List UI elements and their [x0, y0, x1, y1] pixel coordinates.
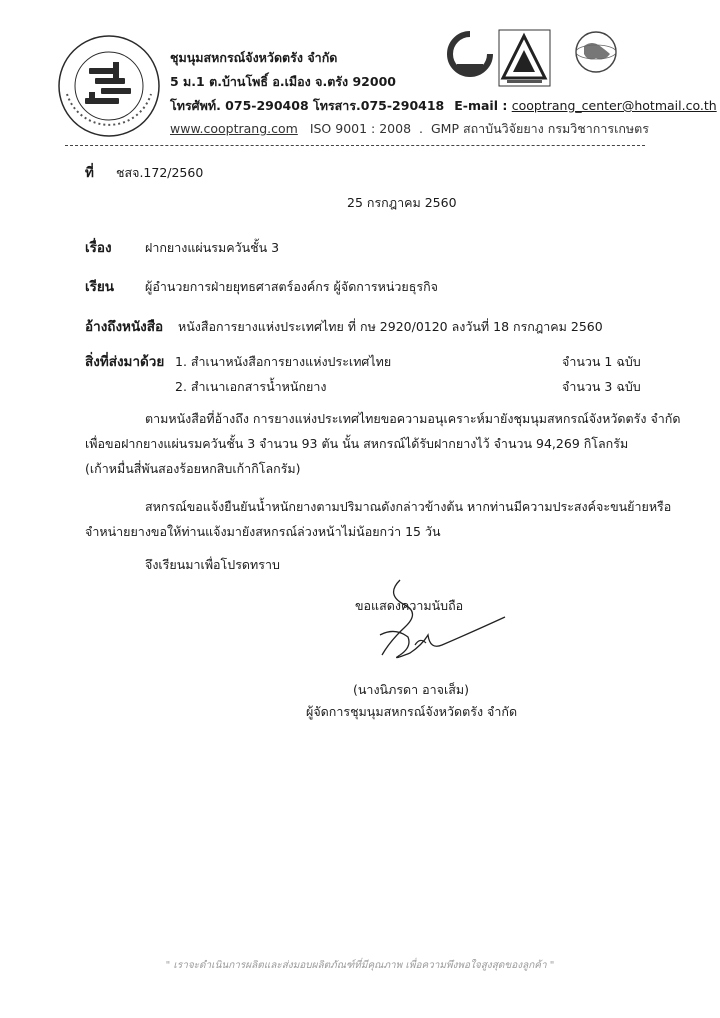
- body-paragraph-1: [85, 406, 681, 481]
- gmp-cert-text: GMP สถาบันวิจัยยาง กรมวิชาการเกษตร: [430, 121, 650, 136]
- enclosure-qty: จำนวน 3 ฉบับ: [562, 379, 641, 394]
- recipient-label: เรียน: [85, 279, 115, 295]
- thai-standard-icon: [497, 28, 552, 88]
- paragraph-line: เพื่อขอฝากยางแผ่นรมควันชั้น 3 จำนวน 93 ตัน นั้น สหกรณ์ได้รับฝากยางไว้ จำนวน 94,269 กิโลกรัม: [85, 436, 629, 451]
- org-name: ชุมนุมสหกรณ์จังหวัดตรัง จำกัด: [170, 50, 338, 65]
- separator-dot: .: [419, 121, 423, 136]
- iso-cert-text: ISO 9001 : 2008: [309, 121, 412, 136]
- sign-off: ขอแสดงความนับถือ: [355, 598, 464, 613]
- org-email-link[interactable]: cooptrang_center@hotmail.co.th: [511, 98, 717, 113]
- org-address: 5 ม.1 ต.บ้านโพธิ์ อ.เมือง จ.ตรัง 92000: [170, 74, 396, 89]
- enclosure-item: 1. สำเนาหนังสือการยางแห่งประเทศไทย: [175, 354, 392, 369]
- handwritten-signature: [360, 575, 510, 670]
- email-label: E-mail :: [454, 98, 508, 113]
- paragraph-line: สหกรณ์ขอแจ้งยืนยันน้ำหนักยางตามปริมาณดังกล่าวข้างต้น หากท่านมีความประสงค์จะขนย้ายหรือ: [145, 499, 672, 514]
- paragraph-line: (เก้าหมื่นสี่พันสองร้อยหกสิบเก้ากิโลกรัม): [85, 461, 301, 476]
- header-divider: [65, 145, 645, 146]
- body-paragraph-2: [85, 494, 672, 544]
- ref-number: ชสจ.172/2560: [116, 165, 204, 180]
- org-web: [170, 119, 649, 139]
- cooperative-logo: [55, 32, 163, 140]
- paragraph-line: ตามหนังสือที่อ้างถึง การยางแห่งประเทศไทยขอความอนุเคราะห์มายังชุมนุมสหกรณ์จังหวัดตรัง จำกัด: [145, 411, 681, 426]
- tuv-certification-icon: [445, 28, 495, 80]
- subject-label: เรื่อง: [85, 240, 112, 256]
- org-website-link[interactable]: www.cooptrang.com: [170, 121, 298, 136]
- org-phone: โทรศัพท์. 075-290408 โทรสาร.075-290418: [170, 98, 445, 113]
- paragraph-line: จำหน่ายยางขอให้ท่านแจ้งมายังสหกรณ์ล่วงหน้าไม่น้อยกว่า 15 วัน: [85, 524, 441, 539]
- signer-name: (นางนิภรดา อาจเส็ม): [353, 682, 470, 697]
- enclosure-label: สิ่งที่ส่งมาด้วย: [85, 354, 165, 370]
- subject-text: ฝากยางแผ่นรมควันชั้น 3: [145, 240, 280, 255]
- enclosure-qty: จำนวน 1 ฉบับ: [562, 354, 641, 369]
- refdoc-label: อ้างถึงหนังสือ: [85, 319, 164, 335]
- letter-date: 25 กรกฎาคม 2560: [347, 195, 457, 210]
- recipient-text: ผู้อำนวยการฝ่ายยุทธศาสตร์องค์กร ผู้จัดการหน่วยธุรกิจ: [145, 279, 438, 294]
- ref-label: ที่: [85, 165, 94, 181]
- enclosure-item: 2. สำเนาเอกสารน้ำหนักยาง: [175, 379, 327, 394]
- refdoc-text: หนังสือการยางแห่งประเทศไทย ที่ กษ 2920/0120 ลงวันที่ 18 กรกฎาคม 2560: [178, 319, 603, 334]
- org-contact: [170, 96, 717, 116]
- gmp-globe-icon: [570, 28, 622, 90]
- signer-title: ผู้จัดการชุมนุมสหกรณ์จังหวัดตรัง จำกัด: [306, 704, 518, 719]
- footer-slogan: " เราจะดำเนินการผลิตและส่งมอบผลิตภัณฑ์ที่มีคุณภาพ เพื่อความพึงพอใจสูงสุดของลูกค้า ": [165, 960, 555, 971]
- closing-line: จึงเรียนมาเพื่อโปรดทราบ: [145, 557, 280, 572]
